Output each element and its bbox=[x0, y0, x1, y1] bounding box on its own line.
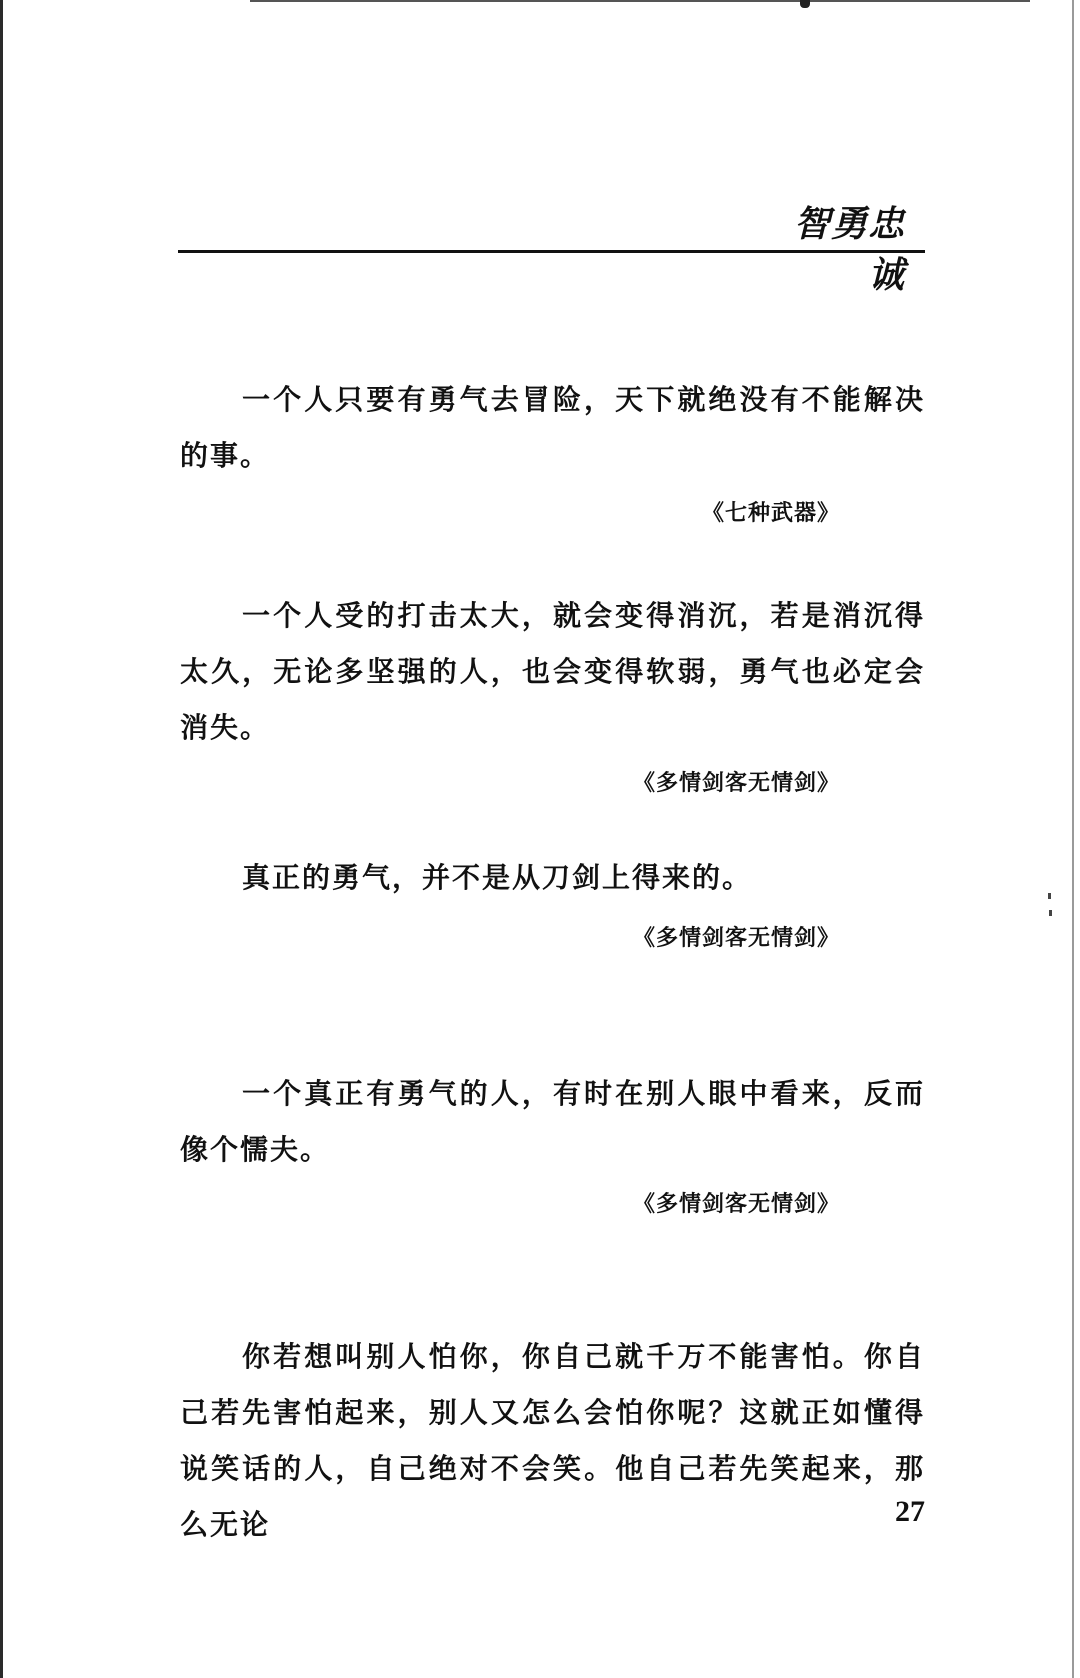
scan-border-left bbox=[0, 0, 3, 1678]
quote-text: 真正的勇气，并不是从刀剑上得来的。 bbox=[242, 861, 753, 894]
quote-source: 《七种武器》 bbox=[701, 500, 840, 526]
quote-source: 《多情剑客无情剑》 bbox=[632, 1191, 840, 1217]
quote-text: 一个人只要有勇气去冒险，天下就绝没有不能解决的事。 bbox=[180, 383, 925, 472]
quote-source: 《多情剑客无情剑》 bbox=[632, 925, 840, 951]
header-rule bbox=[178, 250, 925, 253]
running-header: 智勇忠诚 bbox=[793, 203, 905, 296]
quote-source: 《多情剑客无情剑》 bbox=[632, 770, 840, 796]
scan-speck bbox=[1049, 910, 1052, 916]
page-number: 27 bbox=[895, 1495, 925, 1528]
scan-speck bbox=[1048, 893, 1051, 899]
scan-mark bbox=[800, 0, 810, 8]
quote-text: 你若想叫别人怕你，你自己就千万不能害怕。你自己若先害怕起来，别人又怎么会怕你呢？这就正如懂得说笑话的人，自己绝对不会笑。他自己若先笑起来，那么无论 bbox=[180, 1340, 925, 1541]
scan-border-right bbox=[1072, 0, 1074, 1678]
quote-text: 一个真正有勇气的人，有时在别人眼中看来，反而像个懦夫。 bbox=[180, 1077, 925, 1166]
quote-text: 一个人受的打击太大，就会变得消沉，若是消沉得太久，无论多坚强的人，也会变得软弱，勇气也必定会消失。 bbox=[180, 599, 925, 744]
scan-border-top bbox=[250, 0, 1030, 2]
